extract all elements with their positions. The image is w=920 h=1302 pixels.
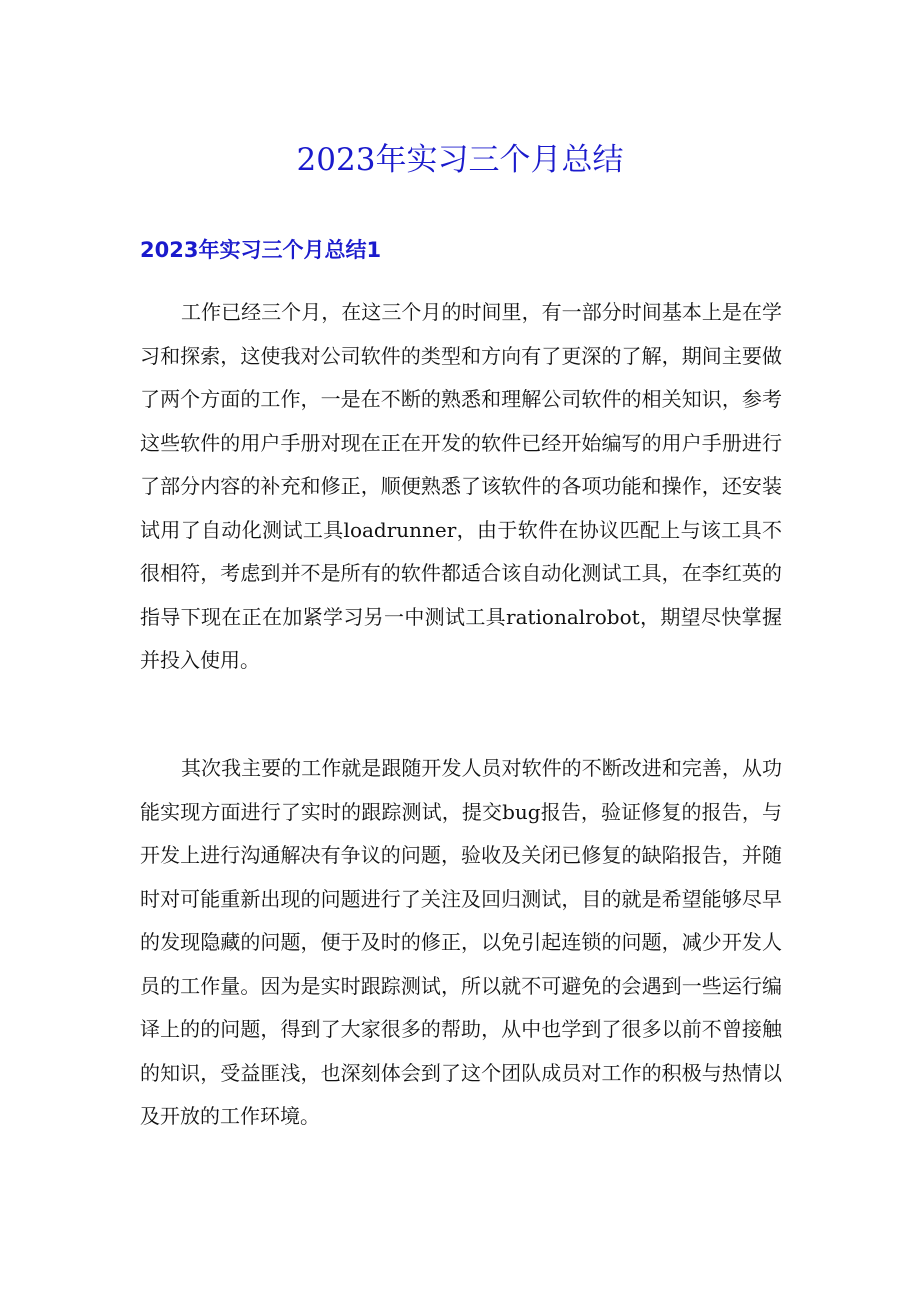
document-title: 2023年实习三个月总结 <box>296 142 624 178</box>
section-heading: 2023年实习三个月总结1 <box>140 238 382 262</box>
body-paragraph-2: 其次我主要的工作就是跟随开发人员对软件的不断改进和完善，从功能实现方面进行了实时的跟踪测试，提交bug报告，验证修复的报告，与开发上进行沟通解决有争议的问题，验收及关闭已修复的缺陷报告，并随时对可能重新出现的问题进行了关注及回归测试，目的就是希望能够尽早的发现隐藏的问题，便于及时的修正，以免引起连锁的问题，减少开发人员的工作量。因为是实时跟踪测试，所以就不可避免的会遇到一些运行编译上的的问题，得到了大家很多的帮助，从中也学到了很多以前不曾接触的知识，受益匪浅，也深刻体会到了这个团队成员对工作的积极与热情以及开放的工作环境。 <box>140 756 782 1128</box>
body-paragraph-1: 工作已经三个月，在这三个月的时间里，有一部分时间基本上是在学习和探索，这使我对公司软件的类型和方向有了更深的了解，期间主要做了两个方面的工作，一是在不断的熟悉和理解公司软件的相关知识，参考这些软件的用户手册对现在正在开发的软件已经开始编写的用户手册进行了部分内容的补充和修正，顺便熟悉了该软件的各项功能和操作，还安装试用了自动化测试工具loadrunner，由于软件在协议匹配上与该工具不很相符，考虑到并不是所有的软件都适合该自动化测试工具，在李红英的指导下现在正在加紧学习另一中测试工具rationalrobot，期望尽快掌握并投入使用。 <box>140 300 782 672</box>
